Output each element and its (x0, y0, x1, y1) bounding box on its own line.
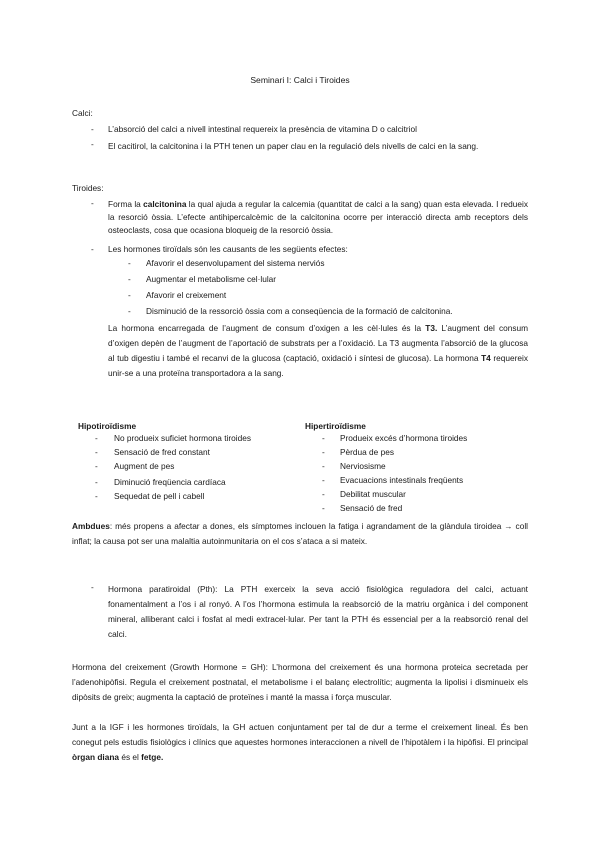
hipo-item: Sequedat de pell i cabell (114, 491, 205, 501)
text-span: La hormona encarregada de l’augment de consum d’oxigen a les cèl·lules és la (108, 323, 426, 333)
gh-paragraph: Hormona del creixement (Growth Hormone = GH): L’hormona del creixement és una hormona proteica secretada per l’adenohipòfisi. Regula el creixement postnatal, el metabolisme i el balanç electrolític; augmenta la lipolisi i disminueix els dipòsits de greix; augmenta la captació de proteïnes i manté la massa i força muscular. (72, 662, 528, 702)
bullet-dash: - (128, 306, 131, 316)
bullet-dash: - (128, 290, 131, 300)
text-span: Forma la (108, 199, 144, 209)
text-span: requereix unir-se a una proteïna transportadora a la sang. (108, 353, 528, 378)
effect-item: Disminució de la ressorció òssia com a conseqüencia de la formació de calcitonina. (146, 306, 453, 316)
bullet-dash: - (95, 477, 98, 487)
hiper-item: Debilitat muscular (340, 489, 406, 499)
calci-heading: Calci: (72, 108, 93, 118)
tiroides-item-effects: Les hormones tiroïdals són les causants de les següents efectes: (108, 244, 348, 254)
organ-diana-bold: òrgan diana (72, 752, 120, 762)
text-span: és el (119, 752, 142, 762)
tiroides-heading: Tiroides: (72, 183, 104, 193)
bullet-dash: - (322, 489, 325, 499)
gh-paragraph-2 (72, 720, 528, 765)
calcitonina-bold: calcitonina (143, 199, 187, 209)
bullet-dash: - (91, 244, 94, 254)
calci-item-2: El cacitirol, la calcitonina i la PTH tenen un paper clau en la regulació dels nivells de calci en la sang. (108, 141, 479, 151)
hiper-heading: Hipertiroïdisme (305, 421, 366, 431)
hiper-item: Nerviosisme (340, 461, 386, 471)
bullet-dash: - (91, 198, 94, 208)
text-span: Junt a la IGF i les hormones tiroïdals, la GH actuen conjuntament per tal de dur a terme el creixement lineal. És ben conegut pels estudis fisiològics i clínics que aquestes hormones interaccionen a nivell de l’hipotàlem i la hipòfisi. El principal (72, 722, 528, 747)
text-span: : més propens a afectar a dones, els símptomes inclouen la fatiga i agrandament de la glàndula tiroidea → coll inflat; la causa pot ser una malaltia autoinmunitaria on el cos s’ataca a si mateix. (72, 521, 528, 546)
bullet-dash: - (91, 139, 94, 149)
page-title: Seminari I: Calci i Tiroides (250, 75, 350, 85)
hiper-item: Sensació de fred (340, 503, 403, 513)
text-span: L’augment del consum d’oxigen depèn de l’augment de l’aportació de substrats per a l’oxidació. La T3 augmenta l’absorció de la glucosa al tub digestiu i també el recanvi de la glucosa (captació, oxidació i síntesi de glucosa). La hormona (108, 323, 529, 363)
bullet-dash: - (322, 503, 325, 513)
bullet-dash: - (128, 258, 131, 268)
hipo-heading: Hipotiroïdisme (78, 421, 137, 431)
effect-item: Augmentar el metabolisme cel·lular (146, 274, 277, 284)
effect-item: Afavorir el desenvolupament del sistema nerviós (146, 258, 325, 268)
hiper-item: Produeix excés d’hormona tiroides (340, 433, 468, 443)
bullet-dash: - (322, 433, 325, 443)
bullet-dash: - (128, 274, 131, 284)
bullet-dash: - (95, 491, 98, 501)
hipo-item: Sensació de fred constant (114, 447, 210, 457)
hipo-item: Augment de pes (114, 461, 175, 471)
bullet-dash: - (95, 447, 98, 457)
hipo-item: Diminució freqüencia cardíaca (114, 477, 226, 487)
fetge-bold: fetge. (141, 752, 164, 762)
tiroides-item-calcitonina (108, 198, 528, 237)
bullet-dash: - (91, 124, 94, 134)
t4-bold: T4 (481, 353, 491, 363)
text-span: la qual ajuda a regular la calcemia (quantitat de calci a la sang) quan esta elevada. I redueix la resorció òssia. L’efecte antihipercalcèmic de la calcitonina ocorre per interacció directa amb receptors dels osteoclasts, cosa que ocasiona bloqueig de la resorció òssia. (108, 199, 528, 235)
bullet-dash: - (91, 582, 94, 592)
bullet-dash: - (322, 461, 325, 471)
bullet-dash: - (322, 475, 325, 485)
bullet-dash: - (95, 433, 98, 443)
hiper-item: Pèrdua de pes (340, 447, 394, 457)
ambdues-paragraph (72, 519, 528, 549)
hiper-item: Evacuacions intestinals freqüents (340, 475, 464, 485)
t3-t4-paragraph (108, 321, 528, 381)
calci-item-1: L’absorció del calci a nivell intestinal requereix la presència de vitamina D o calcitriol (108, 124, 417, 134)
hipo-item: No produeix suficiet hormona tiroides (114, 433, 251, 443)
bullet-dash: - (95, 461, 98, 471)
effect-item: Afavorir el creixement (146, 290, 227, 300)
pth-paragraph: Hormona paratiroidal (Pth): La PTH exerceix la seva acció fisiològica reguladora del calci, actuant fonamentalment a l’os i al ronyó. A l’os l’hormona estimula la reabsorció de la matriu orgànica i del component mineral, alliberant calci i fosfat al medi extracel·lular. Per tant la PTH és essencial per a la reabsorció renal del calci. (108, 584, 528, 639)
bullet-dash: - (322, 447, 325, 457)
t3-bold: T3. (425, 323, 438, 333)
ambdues-bold: Ambdues (72, 521, 110, 531)
